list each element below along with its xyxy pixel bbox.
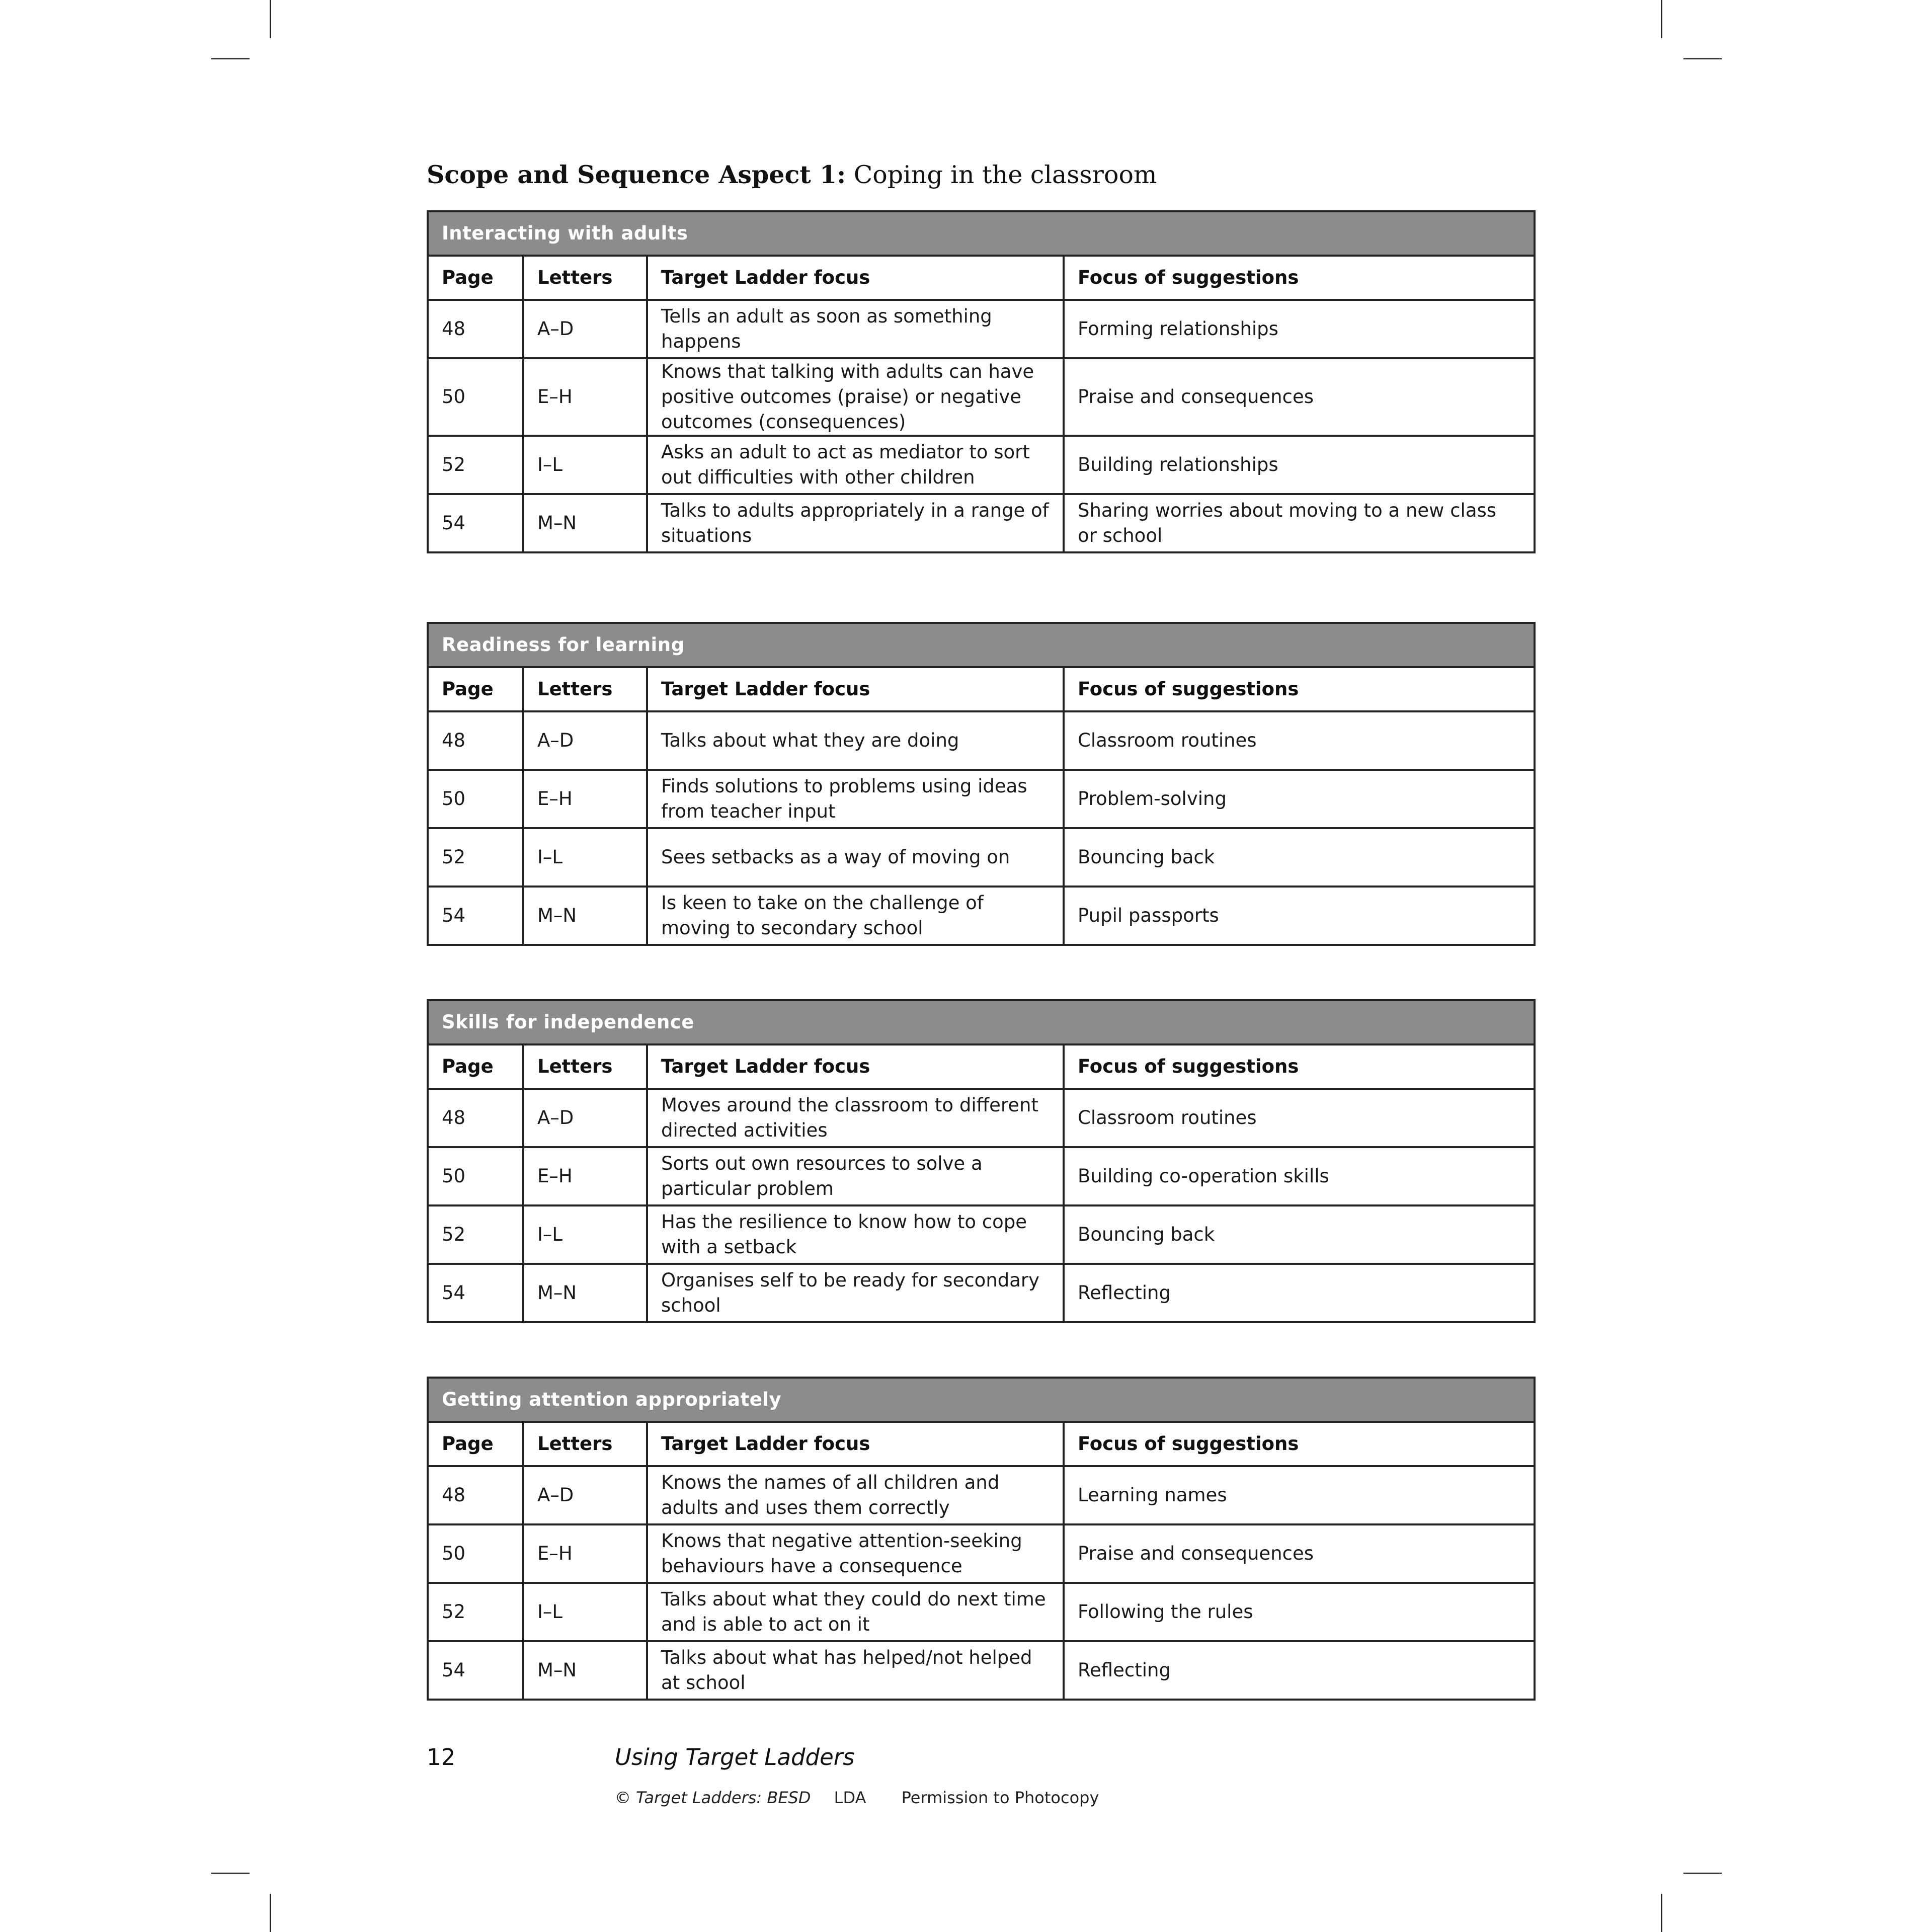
page-title xyxy=(427,160,1157,189)
cell-letters: I–L xyxy=(523,1583,647,1641)
cell-target-focus: Asks an adult to act as mediator to sort out difficulties with other children xyxy=(647,436,1064,494)
cell-suggestions: Praise and consequences xyxy=(1064,1524,1535,1583)
column-header-focus: Target Ladder focus xyxy=(647,1422,1064,1466)
cell-suggestions: Classroom routines xyxy=(1064,1089,1535,1147)
column-header-row xyxy=(428,256,1535,300)
table-row xyxy=(428,1524,1535,1583)
cell-target-focus: Tells an adult as soon as something happens xyxy=(647,300,1064,358)
copyright-publisher: LDA xyxy=(834,1788,866,1807)
section-table xyxy=(427,999,1534,1323)
cell-suggestions: Building co-operation skills xyxy=(1064,1147,1535,1205)
scope-table xyxy=(427,622,1536,946)
cell-target-focus: Knows the names of all children and adults and uses them correctly xyxy=(647,1466,1064,1524)
column-header-page: Page xyxy=(428,1044,523,1089)
cell-letters: M–N xyxy=(523,1641,647,1700)
section-table xyxy=(427,210,1534,553)
cell-target-focus: Has the resilience to know how to cope with a setback xyxy=(647,1205,1064,1264)
cell-page: 54 xyxy=(428,1264,523,1322)
cell-target-focus: Finds solutions to problems using ideas from teacher input xyxy=(647,770,1064,828)
cell-target-focus: Sees setbacks as a way of moving on xyxy=(647,828,1064,887)
column-header-suggestions: Focus of suggestions xyxy=(1064,256,1535,300)
cell-suggestions: Building relationships xyxy=(1064,436,1535,494)
cell-letters: A–D xyxy=(523,1089,647,1147)
cell-page: 52 xyxy=(428,1583,523,1641)
cell-page: 50 xyxy=(428,1147,523,1205)
section-table xyxy=(427,622,1534,946)
table-row xyxy=(428,1583,1535,1641)
cell-letters: I–L xyxy=(523,1205,647,1264)
crop-mark-top-left-v xyxy=(270,0,271,38)
crop-mark-top-right-h xyxy=(1683,58,1722,59)
cell-suggestions: Bouncing back xyxy=(1064,1205,1535,1264)
cell-letters: E–H xyxy=(523,1524,647,1583)
section-heading: Readiness for learning xyxy=(428,623,1535,667)
cell-suggestions: Bouncing back xyxy=(1064,828,1535,887)
cell-letters: A–D xyxy=(523,711,647,770)
cell-page: 52 xyxy=(428,1205,523,1264)
cell-letters: E–H xyxy=(523,1147,647,1205)
copyright-symbol: © xyxy=(615,1788,631,1807)
cell-target-focus: Is keen to take on the challenge of moving to secondary school xyxy=(647,887,1064,945)
footer-book-section: Using Target Ladders xyxy=(615,1744,855,1770)
cell-suggestions: Forming relationships xyxy=(1064,300,1535,358)
footer-copyright xyxy=(615,1788,1099,1807)
crop-mark-bottom-right-h xyxy=(1683,1873,1722,1874)
cell-suggestions: Learning names xyxy=(1064,1466,1535,1524)
cell-letters: A–D xyxy=(523,300,647,358)
cell-suggestions: Reflecting xyxy=(1064,1264,1535,1322)
table-row xyxy=(428,711,1535,770)
cell-target-focus: Moves around the classroom to different directed activities xyxy=(647,1089,1064,1147)
cell-suggestions: Sharing worries about moving to a new class or school xyxy=(1064,494,1535,552)
cell-page: 52 xyxy=(428,436,523,494)
section-table xyxy=(427,1377,1534,1701)
cell-target-focus: Talks about what has helped/not helped at school xyxy=(647,1641,1064,1700)
column-header-focus: Target Ladder focus xyxy=(647,256,1064,300)
table-row xyxy=(428,828,1535,887)
crop-mark-top-right-v xyxy=(1661,0,1662,38)
column-header-focus: Target Ladder focus xyxy=(647,667,1064,711)
scope-table xyxy=(427,1377,1536,1701)
cell-target-focus: Talks to adults appropriately in a range of situations xyxy=(647,494,1064,552)
cell-letters: M–N xyxy=(523,494,647,552)
table-row xyxy=(428,1466,1535,1524)
page-title-normal: Coping in the classroom xyxy=(853,160,1157,189)
cell-page: 50 xyxy=(428,358,523,436)
cell-page: 50 xyxy=(428,1524,523,1583)
cell-target-focus: Organises self to be ready for secondary school xyxy=(647,1264,1064,1322)
table-row xyxy=(428,1147,1535,1205)
footer-page-number: 12 xyxy=(427,1744,456,1770)
cell-suggestions: Classroom routines xyxy=(1064,711,1535,770)
table-row xyxy=(428,887,1535,945)
column-header-page: Page xyxy=(428,256,523,300)
column-header-letters: Letters xyxy=(523,667,647,711)
cell-target-focus: Talks about what they are doing xyxy=(647,711,1064,770)
crop-mark-top-left-h xyxy=(211,58,250,59)
table-row xyxy=(428,1089,1535,1147)
column-header-row xyxy=(428,1044,1535,1089)
copyright-permission: Permission to Photocopy xyxy=(901,1788,1099,1807)
cell-suggestions: Pupil passports xyxy=(1064,887,1535,945)
cell-page: 54 xyxy=(428,887,523,945)
section-heading: Skills for independence xyxy=(428,1000,1535,1044)
table-row xyxy=(428,1264,1535,1322)
scope-table xyxy=(427,999,1536,1323)
column-header-suggestions: Focus of suggestions xyxy=(1064,1044,1535,1089)
cell-target-focus: Knows that negative attention-seeking behaviours have a consequence xyxy=(647,1524,1064,1583)
copyright-title: Target Ladders: BESD xyxy=(636,1788,811,1807)
cell-suggestions: Following the rules xyxy=(1064,1583,1535,1641)
cell-letters: E–H xyxy=(523,358,647,436)
cell-page: 54 xyxy=(428,494,523,552)
column-header-row xyxy=(428,1422,1535,1466)
table-row xyxy=(428,770,1535,828)
cell-page: 48 xyxy=(428,1089,523,1147)
section-heading-row xyxy=(428,623,1535,667)
cell-page: 48 xyxy=(428,711,523,770)
column-header-letters: Letters xyxy=(523,256,647,300)
cell-letters: E–H xyxy=(523,770,647,828)
cell-target-focus: Talks about what they could do next time and is able to act on it xyxy=(647,1583,1064,1641)
cell-page: 54 xyxy=(428,1641,523,1700)
column-header-focus: Target Ladder focus xyxy=(647,1044,1064,1089)
table-row xyxy=(428,1641,1535,1700)
cell-suggestions: Praise and consequences xyxy=(1064,358,1535,436)
cell-letters: I–L xyxy=(523,436,647,494)
table-row xyxy=(428,358,1535,436)
cell-suggestions: Reflecting xyxy=(1064,1641,1535,1700)
cell-letters: M–N xyxy=(523,887,647,945)
table-row xyxy=(428,1205,1535,1264)
cell-target-focus: Sorts out own resources to solve a particular problem xyxy=(647,1147,1064,1205)
table-row xyxy=(428,494,1535,552)
column-header-page: Page xyxy=(428,667,523,711)
cell-letters: I–L xyxy=(523,828,647,887)
section-heading-row xyxy=(428,1000,1535,1044)
cell-page: 50 xyxy=(428,770,523,828)
section-heading-row xyxy=(428,1378,1535,1422)
column-header-letters: Letters xyxy=(523,1044,647,1089)
section-heading-row xyxy=(428,211,1535,256)
column-header-letters: Letters xyxy=(523,1422,647,1466)
scope-table xyxy=(427,210,1536,553)
column-header-suggestions: Focus of suggestions xyxy=(1064,667,1535,711)
cell-page: 48 xyxy=(428,1466,523,1524)
cell-letters: M–N xyxy=(523,1264,647,1322)
cell-suggestions: Problem-solving xyxy=(1064,770,1535,828)
cell-target-focus: Knows that talking with adults can have positive outcomes (praise) or negative outcomes (consequences) xyxy=(647,358,1064,436)
crop-mark-bottom-left-h xyxy=(211,1873,250,1874)
column-header-row xyxy=(428,667,1535,711)
cell-page: 52 xyxy=(428,828,523,887)
cell-letters: A–D xyxy=(523,1466,647,1524)
column-header-page: Page xyxy=(428,1422,523,1466)
section-heading: Getting attention appropriately xyxy=(428,1378,1535,1422)
crop-mark-bottom-left-v xyxy=(270,1894,271,1932)
column-header-suggestions: Focus of suggestions xyxy=(1064,1422,1535,1466)
page-title-bold: Scope and Sequence Aspect 1: xyxy=(427,160,846,189)
section-heading: Interacting with adults xyxy=(428,211,1535,256)
cell-page: 48 xyxy=(428,300,523,358)
table-row xyxy=(428,300,1535,358)
crop-mark-bottom-right-v xyxy=(1661,1894,1662,1932)
table-row xyxy=(428,436,1535,494)
